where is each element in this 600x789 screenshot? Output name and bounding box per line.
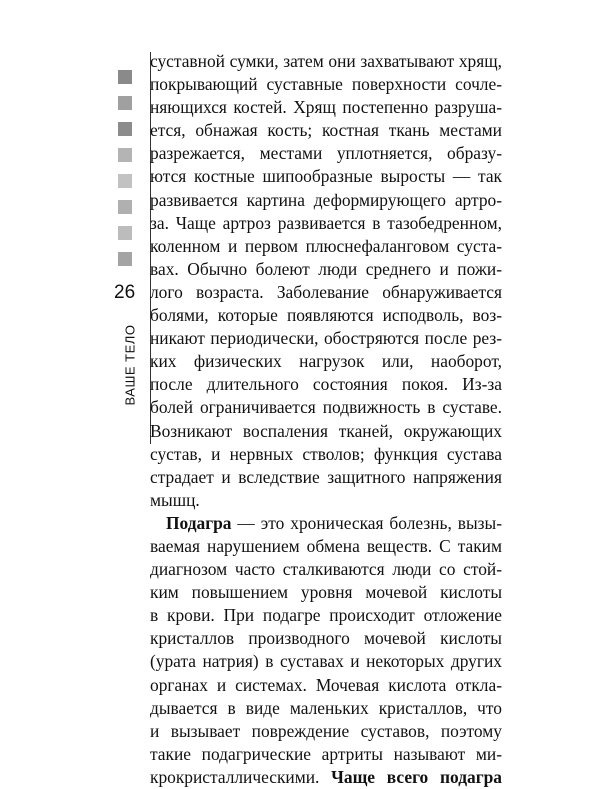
decor-square-8 bbox=[118, 252, 132, 266]
text-line: суставной сумки, затем они захватывают хрящ, bbox=[150, 51, 502, 71]
decor-square-5 bbox=[118, 174, 132, 188]
body-text bbox=[150, 50, 502, 789]
text-line: развивается картина деформирующего артро- bbox=[150, 189, 502, 210]
text-line: органах и системах. Мочевая кислота откла- bbox=[150, 674, 502, 695]
text-line: ваемая нарушением обмена веществ. С таким bbox=[150, 535, 502, 556]
text-line: в крови. При подагре происходит отложение bbox=[150, 605, 502, 626]
bold-phrase: Чаще всего подагра bbox=[331, 766, 502, 787]
text-line: дывается в виде маленьких кристаллов, что bbox=[150, 697, 502, 718]
decor-square-7 bbox=[118, 226, 132, 240]
text-line: коленном и первом плюснефаланговом суста- bbox=[150, 235, 502, 256]
decor-square-6 bbox=[118, 200, 132, 214]
text-line: и вызывает повреждение суставов, поэтому bbox=[150, 720, 502, 741]
decor-square-1 bbox=[118, 70, 132, 84]
margin-decoration-squares bbox=[118, 70, 142, 278]
text-line: мышц. bbox=[150, 489, 200, 510]
text-line: крокристаллическими. Чаще всего подагра bbox=[150, 766, 502, 787]
text-line: ются костные шипообразные выросты — так bbox=[150, 166, 502, 187]
text-line: после длительного состояния покоя. Из-за bbox=[150, 374, 502, 395]
text-line: сустав, и нервных стволов; функция сустава bbox=[150, 443, 502, 464]
text-line: лого возраста. Заболевание обнаруживается bbox=[150, 281, 502, 302]
section-label: ВАШЕ ТЕЛО bbox=[122, 324, 138, 406]
text-line: Подагра — это хроническая болезнь, вызы- bbox=[166, 512, 502, 533]
paragraph-arthrosis bbox=[150, 50, 502, 512]
text-line: страдает и вследствие защитного напряжения bbox=[150, 466, 502, 487]
text-line: покрывающий суставные поверхности сочле- bbox=[150, 74, 502, 95]
text-line: вах. Обычно болеют люди среднего и пожи- bbox=[150, 258, 502, 279]
text-line: за. Чаще артроз развивается в тазобедренном, bbox=[150, 212, 502, 233]
text-line: няющихся костей. Хрящ постепенно разруша- bbox=[150, 97, 502, 118]
decor-square-3 bbox=[118, 122, 132, 136]
paragraph-gout bbox=[150, 512, 502, 789]
text-line: болями, которые появляются исподволь, воз- bbox=[150, 305, 502, 326]
text-line: разрежается, местами уплотняется, образу- bbox=[150, 143, 502, 164]
text-line: никают периодически, обостряются после рез- bbox=[150, 328, 502, 349]
text-line: ким повышением уровня мочевой кислоты bbox=[150, 582, 502, 603]
page-number: 26 bbox=[114, 282, 136, 303]
text-line: ких физических нагрузок или, наоборот, bbox=[150, 351, 502, 372]
decor-square-2 bbox=[118, 96, 132, 110]
text-line: диагнозом часто сталкиваются люди со стой- bbox=[150, 559, 502, 580]
text-line: Возникают воспаления тканей, окружающих bbox=[150, 420, 502, 441]
text-line: (урата натрия) в суставах и некоторых других bbox=[150, 651, 502, 672]
text-line: ется, обнажая кость; костная ткань местами bbox=[150, 120, 502, 141]
text-line: болей ограничивается подвижность в суставе. bbox=[150, 397, 502, 418]
decor-square-4 bbox=[118, 148, 132, 162]
term-gout: Подагра bbox=[166, 512, 232, 533]
text-line: кристаллов производного мочевой кислоты bbox=[150, 628, 502, 649]
text-line: такие подагрические артриты называют ми- bbox=[150, 743, 502, 764]
